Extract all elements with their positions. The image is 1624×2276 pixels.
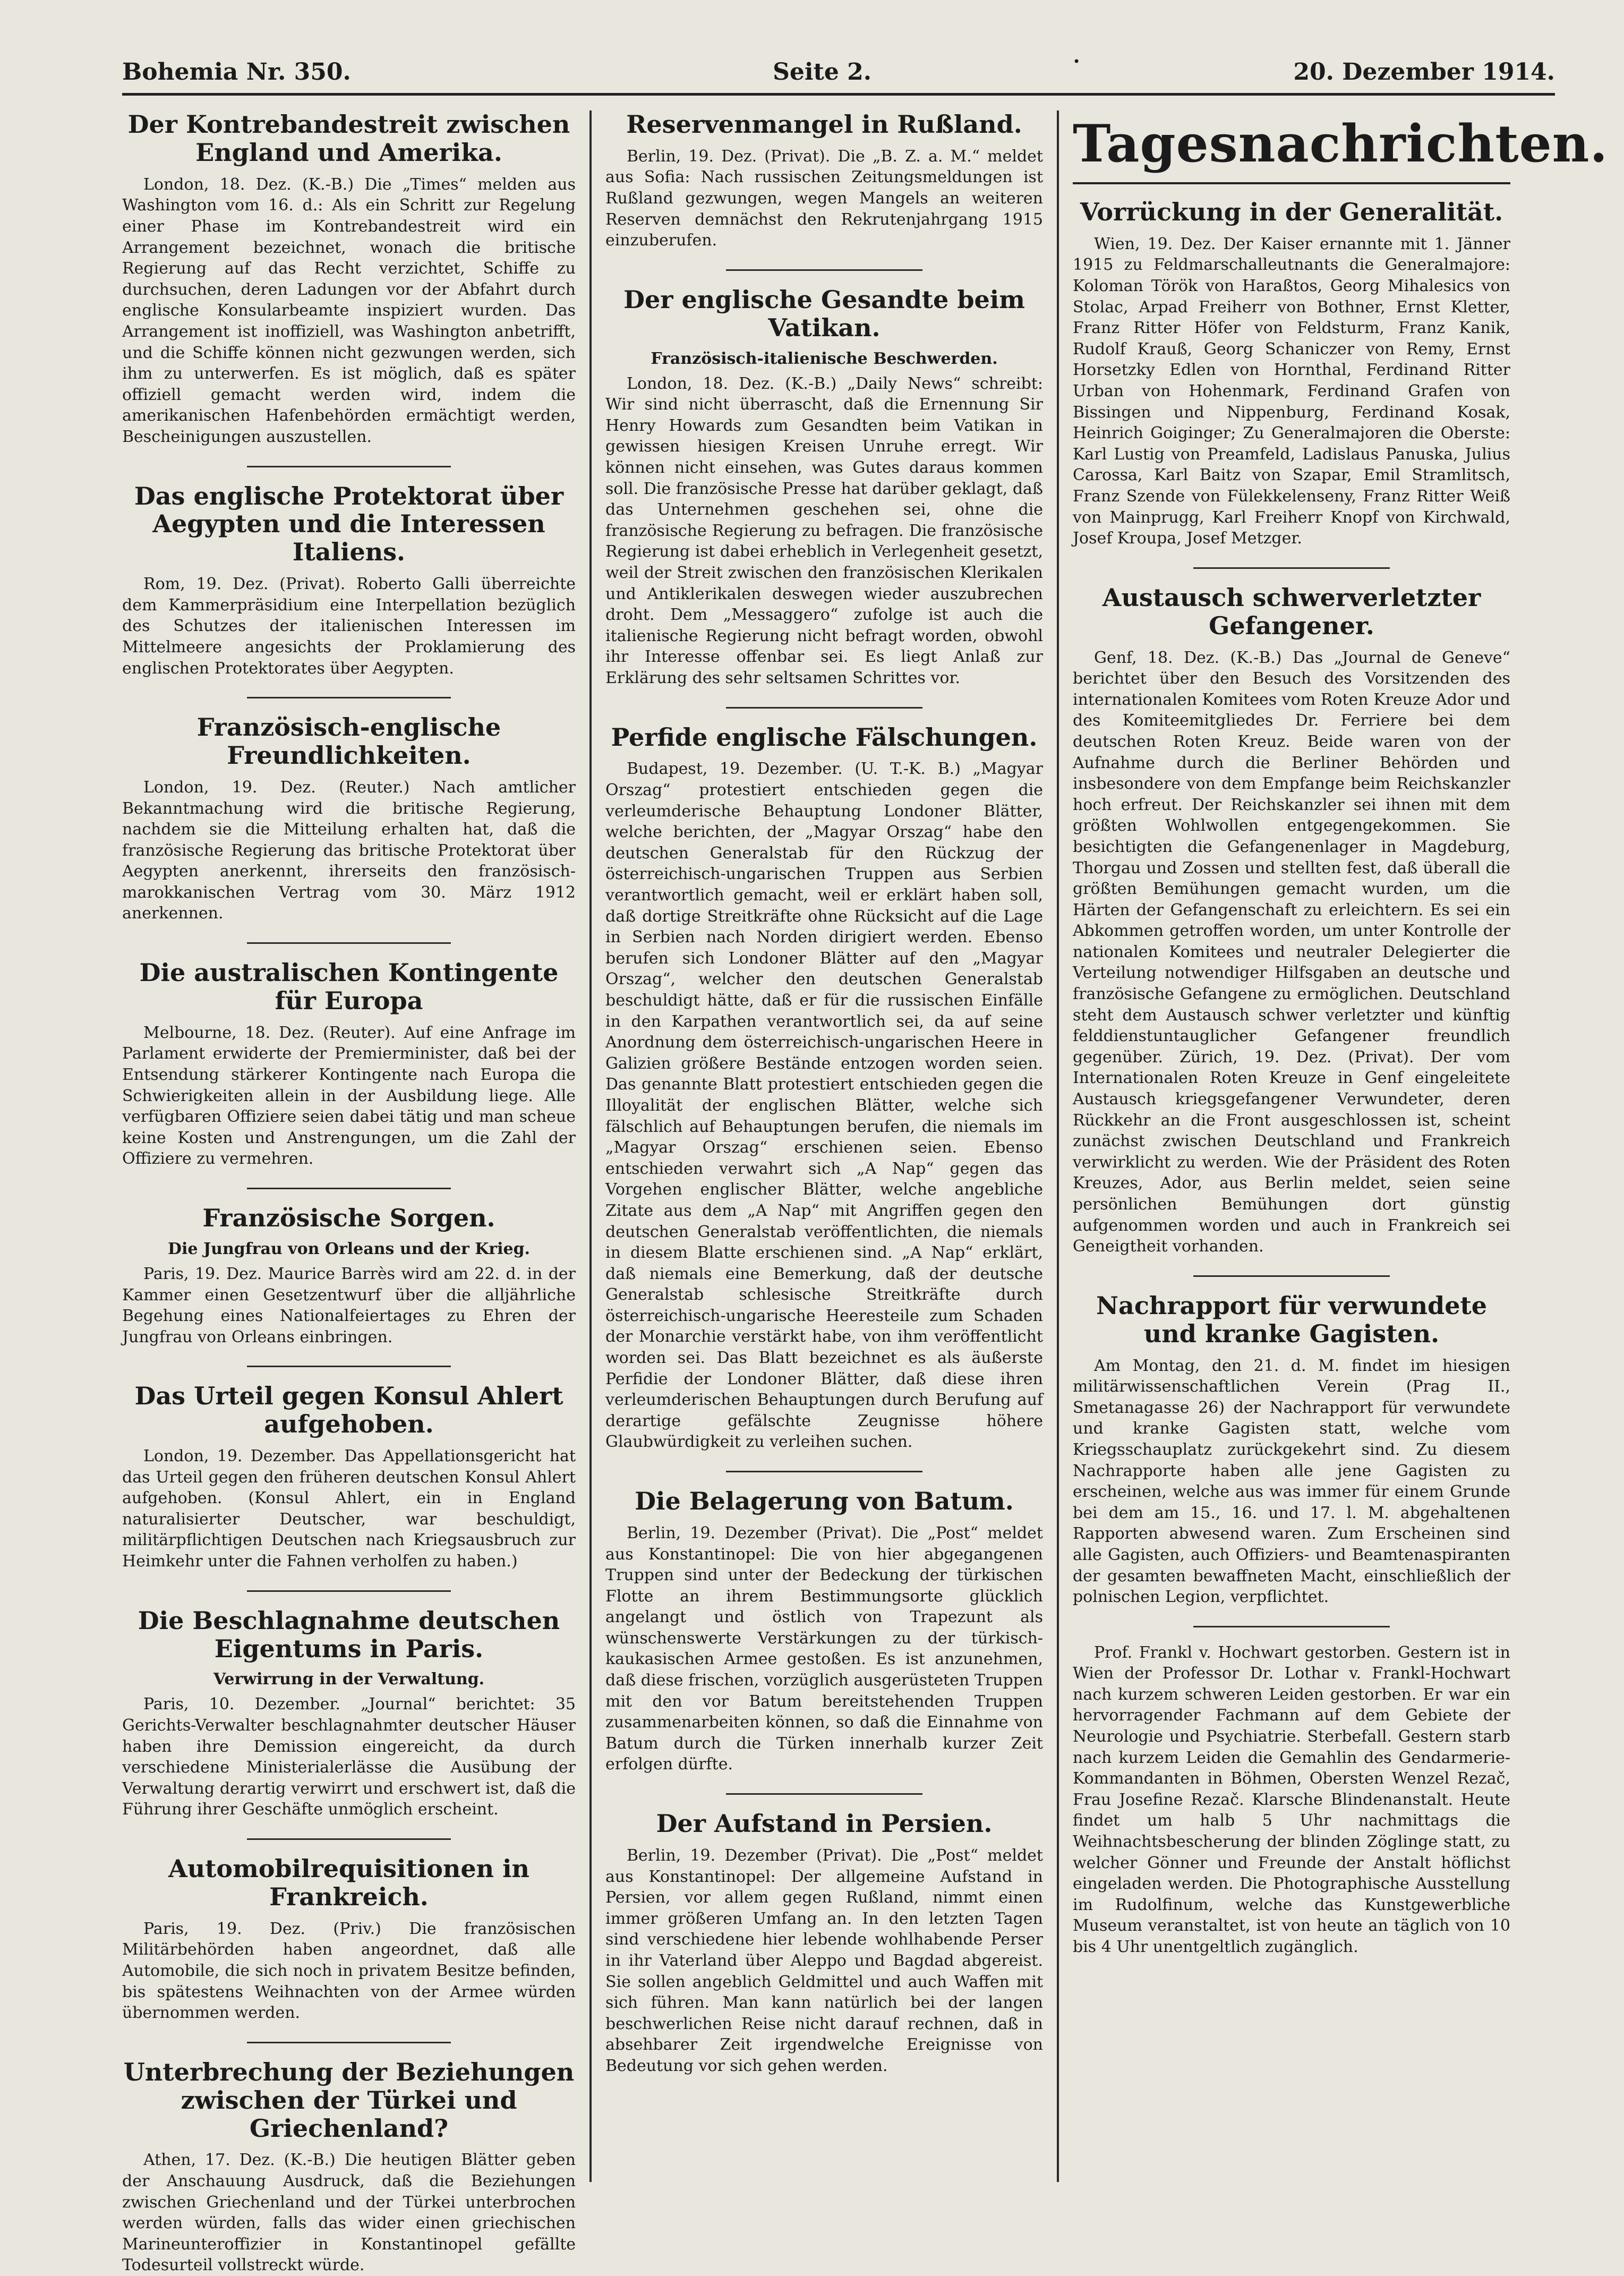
divider <box>726 1471 923 1472</box>
masthead-page-number: Seite 2. <box>773 58 872 86</box>
divider <box>1193 567 1390 569</box>
article-headline: Automobilrequisitionen in Frankreich. <box>168 1854 529 1911</box>
article <box>122 2058 576 2276</box>
divider <box>247 1838 451 1840</box>
divider <box>247 466 451 467</box>
article-headline: Perfide englische Fälschungen. <box>611 722 1038 752</box>
article-headline: Vorrückung in der Generalität. <box>1080 198 1503 226</box>
article-headline: Der Kontrebandestreit zwischen England und Amerika. <box>127 110 570 167</box>
article <box>122 713 576 924</box>
article-headline: Die Belagerung von Batum. <box>635 1487 1014 1516</box>
article-headline: Französisch-englische Freundlichkeiten. <box>196 713 501 770</box>
article <box>1073 198 1510 549</box>
article-headline: Der englische Gesandte beim Vatikan. <box>623 285 1025 342</box>
article <box>605 286 1043 689</box>
article-headline: Nachrapport für verwundete und kranke Gagisten. <box>1096 1291 1487 1348</box>
divider <box>726 1793 923 1795</box>
article <box>122 1855 576 2024</box>
masthead-issue: Bohemia Nr. 350. <box>122 58 351 86</box>
article-body: London, 18. Dez. (K.-B.) „Daily News“ schreibt: Wir sind nicht überrascht, daß die Ernennung Sir Henry Howards zum Gesandten beim Vatikan in gewissen hiesigen Kreisen Unruhe erregt. Wir können nicht einsehen, was Gutes daraus kommen soll. Die französische Presse hat darüber geklagt, daß das Unternehmen geschehen sei, ohne die französische Regierung zu befragen. Die französische Regierung ist dabei erheblich in Verlegenheit gesetzt, weil der Streit zwischen den französischen Klerikalen und Antiklerikalen deswegen wieder auszubrechen droht. Dem „Messaggero“ zufolge ist auch die italienische Regierung nicht befragt worden, obwohl ihr Interesse offenbar sei. Es liegt Anlaß zur Erklärung des sehr seltsamen Schrittes vor. <box>605 374 1043 687</box>
divider <box>247 2042 451 2043</box>
article-headline: Die Beschlagnahme deutschen Eigentums in Paris. <box>138 1606 560 1663</box>
print-speck: • <box>1073 54 1081 69</box>
divider <box>726 707 923 709</box>
divider <box>247 1366 451 1367</box>
divider <box>247 697 451 698</box>
masthead-date: 20. Dezember 1914. <box>1293 58 1555 86</box>
divider <box>726 269 923 271</box>
divider <box>247 1188 451 1189</box>
article-body: Athen, 17. Dez. (K.-B.) Die heutigen Blätter geben der Anschauung Ausdruck, daß die Beziehungen zwischen Griechenland und der Türkei unterbrochen werden würden, falls das wider einen griechischen Marineunteroffizier in Konstantinopel gefällte Todesurteil vollstreckt würde. <box>122 2151 576 2275</box>
article <box>122 1607 576 1820</box>
article-body: Prof. Frankl v. Hochwart gestorben. Gestern ist in Wien der Professor Dr. Lothar v. Frankl-Hochwart nach kurzem schweren Leiden gestorben. Er war ein hervorragender Fachmann auf dem Gebiete der Neurologie und Psychiatrie. Sterbefall. Gestern starb nach kurzem Leiden die Gemahlin des Gendarmerie-Kommandanten in Böhmen, Obersten Wenzel Rezač, Frau Josefine Rezač. Klarsche Blindenanstalt. Heute findet um halb 5 Uhr nachmittags die Weihnachtsbescherung der blinden Zöglinge statt, zu welcher Gönner und Freunde der Anstalt höflichst eingeladen werden. Die Photographische Ausstellung im Rudolfinum, welche das Kunstgewerbliche Museum veranstaltet, ist von heute an täglich von 10 bis 4 Uhr unentgeltlich zugänglich. <box>1073 1643 1510 1957</box>
article-body: Wien, 19. Dez. Der Kaiser ernannte mit 1. Jänner 1915 zu Feldmarschalleutnants die Generalmajore: Koloman Török von Haraßtos, Georg Mihalesics von Stolac, Arpad Freiherr von Bothner, Ernst Kletter, Franz Ritter Höfer von Feldsturm, Franz Kanik, Rudolf Krauß, Georg Schaniczer von Remy, Ernst Horsetzky Edlen von Hornthal, Ferdinand Ritter Urban von Hohenmark, Ferdinand Grafen von Bissingen und Nippenburg, Ferdinand Kosak, Heinrich Goiginger; Zu Generalmajoren die Oberste: Karl Lustig von Preamfeld, Ladislaus Panuska, Julius Carossa, Karl Baitz von Szapar, Emil Stramlitsch, Franz Szende von Fülekkelenseny, Franz Ritter Weiß von Mainprugg, Karl Freiherr Knopf von Kirchwald, Josef Kroupa, Josef Metzger. <box>1073 234 1510 548</box>
masthead <box>122 58 1555 96</box>
article-body: Paris, 19. Dez. (Priv.) Die französischen Militärbehörden haben angeordnet, daß alle Automobile, die sich noch in privatem Besitze befinden, bis spätestens Weihnachten von der Armee würden übernommen werden. <box>122 1919 576 2023</box>
article <box>1073 1292 1510 1608</box>
article <box>1073 1642 1510 1958</box>
article <box>122 1382 576 1572</box>
article <box>122 959 576 1170</box>
article-body: Paris, 10. Dezember. „Journal“ berichtet: 35 Gerichts-Verwalter beschlagnahmter deutscher Häuser haben ihre Demission eingereicht, da durch verschiedene Ministerialerlässe die Ausübung der Verwaltung derartig verwirrt und erschwert ist, daß die Führung ihrer Geschäfte unmöglich erscheint. <box>122 1695 576 1819</box>
divider <box>247 942 451 944</box>
article-body: Berlin, 19. Dezember (Privat). Die „Post“ meldet aus Konstantinopel: Der allgemeine Aufstand in Persien, vor allem gegen Rußland, nimmt einen immer größeren Umfang an. In den letzten Tagen sind verschiedene hier lebende wohlhabende Perser in ihr Vaterland über Aleppo und Bagdad abgereist. Sie sollen angeblich Geldmittel und auch Waffen mit sich führen. Man kann natürlich bei der langen beschwerlichen Reise nicht darauf rechnen, daß in absehbarer Zeit irgendwelche Ereignisse von Bedeutung vor sich gehen werden. <box>605 1846 1043 2075</box>
article-body: Rom, 19. Dez. (Privat). Roberto Galli überreichte dem Kammerpräsidium eine Interpellation bezüglich des Schutzes der italienischen Interessen im Mittelmeere angesichts der Proklamierung des englischen Protektorates über Aegypten. <box>122 575 576 678</box>
divider <box>247 1590 451 1592</box>
column-1 <box>122 110 589 2275</box>
article-headline: Französische Sorgen. <box>202 1204 495 1233</box>
column-2 <box>589 110 1057 2182</box>
article <box>605 1810 1043 2076</box>
article <box>122 1204 576 1348</box>
article-body: Budapest, 19. Dezember. (U. T.-K. B.) „Magyar Orszag“ protestiert entschieden gegen die verleumderische Behauptung Londoner Blätter, welche berichten, der „Magyar Orszag“ habe den deutschen Generalstab für den Rückzug der österreichisch-ungarischen Truppen aus Serbien verantwortlich gemacht, weil er erklärt haben soll, daß dortige Streitkräfte ohne Rücksicht auf die Lage in Serbien nach Norden dirigiert werden. Ebenso berufen sich Londoner Blätter auf den „Magyar Orszag“, welcher den deutschen Generalstab beschuldigt hätte, daß er für die russischen Einfälle in den Karpathen verantwortlich sei, da auf seine Anordnung dem österreichisch-ungarischen Heere in Galizien größere Bestände entzogen worden seien. Das genannte Blatt protestiert entschieden gegen die Illoyalität der englischen Blätter, welche sich fälschlich auf Behauptungen berufen, die niemals im „Magyar Orszag“ erschienen seien. Ebenso entschieden verwahrt sich „A Nap“ gegen das Vorgehen englischer Blätter, welche angebliche Zitate aus dem „A Nap“ mit Angriffen gegen den deutschen Generalstab veröffentlichten, die niemals in diesem Blatte erschienen sind. „A Nap“ erklärt, daß niemals eine Bemerkung, daß der deutsche Generalstab schlesische Streitkräfte durch österreichisch-ungarische Heeresteile zum Schaden der Monarchie verstärkt habe, von ihm veröffentlicht worden sei. Das Blatt bezeichnet es als äußerste Perfidie der Londoner Blätter, daß diese ihren verleumderischen Behauptungen durch Berufung auf derartige gefälschte Zeugnisse höhere Glaubwürdigkeit zu verleihen suchen. <box>605 760 1043 1452</box>
article-subhead: Die Jungfrau von Orleans und der Krieg. <box>168 1239 530 1258</box>
article <box>1073 584 1510 1257</box>
columns <box>122 110 1608 2275</box>
article-body: London, 19. Dez. (Reuter.) Nach amtlicher Bekanntmachung wird die britische Regierung, nachdem sie die Mitteilung erhalten hat, daß die französische Regierung das britische Protektorat über Aegypten anerkennt, ihrerseits den französisch-marokkanischen Vertrag vom 30. März 1912 anerkennen. <box>122 778 576 923</box>
article-headline: Die australischen Kontingente für Europa <box>139 958 559 1015</box>
article <box>122 110 576 448</box>
article <box>122 482 576 679</box>
article-body: Am Montag, den 21. d. M. findet im hiesigen militärwissenschaftlichen Verein (Prag II., Smetanagasse 26) der Nachrapport für verwundete und kranke Gagisten statt, welche vom Kriegsschauplatz zurückgekehrt sind. Zu diesem Nachrapporte haben alle jene Gagisten zu erscheinen, welche aus was immer für einem Grunde bei dem am 15., 16. und 17. l. M. abgehaltenen Rapporten abwesend waren. Zum Erscheinen sind alle Gagisten, auch Offiziers- und Beamtenaspiranten der gesamten bewaffneten Macht, einschließlich der polnischen Legion, verpflichtet. <box>1073 1356 1510 1607</box>
article-body: Paris, 19. Dez. Maurice Barrès wird am 22. d. in der Kammer einen Gesetzentwurf über die alljährliche Begehung eines Nationalfeiertages zu Ehren der Jungfrau von Orleans einbringen. <box>122 1264 576 1346</box>
column-3 <box>1057 110 1608 2182</box>
divider <box>1193 1275 1390 1277</box>
article-headline: Das englische Protektorat über Aegypten und die Interessen Italiens. <box>134 481 564 567</box>
article-headline: Unterbrechung der Beziehungen zwischen der Türkei und Griechenland? <box>123 2057 575 2143</box>
article-body: Genf, 18. Dez. (K.-B.) Das „Journal de Geneve“ berichtet über den Besuch des Vorsitzenden des internationalen Komitees vom Roten Kreuze Ador und des Komiteemitgliedes Dr. Ferriere bei dem deutschen Roten Kreuz. Beide waren von der Aufnahme durch die Berliner Behörden und insbesondere von dem Empfange beim Reichskanzler hoch erfreut. Der Reichskanzler sei ihnen mit dem größten Wohlwollen entgegengekommen. Sie besichtigten die Gefangenenlager in Magdeburg, Thorgau und Zossen und stellten fest, daß überall die größten Bemühungen gemacht wurden, um die Härten der Gefangenschaft zu erleichtern. Es sei ein Abkommen getroffen worden, um unter Kontrolle der nationalen Komitees und neutraler Delegierter die Verteilung notwendiger Hilfsgaben an deutsche und französische Gefangene zu ermöglichen. Deutschland steht dem Austausch schwer verletzter und künftig felddienstuntauglicher Gefangener freundlich gegenüber. Zürich, 19. Dez. (Privat). Der vom Internationalen Roten Kreuze in Genf eingeleitete Austausch kriegsgefangener Verwundeter, deren Rückkehr an die Front ausgeschlossen ist, scheint zunächst zwischen Deutschland und Frankreich verwirklicht zu werden. Wie der Präsident des Roten Kreuzes, Ador, aus Berlin meldet, seien seine persönlichen Bemühungen dort günstig aufgenommen worden und auch in Frankreich sei Geneigtheit vorhanden. <box>1073 648 1510 1256</box>
article-body: London, 18. Dez. (K.-B.) Die „Times“ melden aus Washington vom 16. d.: Als ein Schritt zur Regelung einer Phase im Kontrebandestreit wird ein Arrangement bezeichnet, wonach die britische Regierung auf das Recht verzichtet, Schiffe zu durchsuchen, deren Ladungen vor der Abfahrt durch englische Konsularbeamte inspiziert wurden. Das Arrangement ist inoffiziell, was Washington anbetrifft, und die Schiffe können nicht gezwungen werden, sich ihm zu unterwerfen. Es ist möglich, daß es später offiziell gemacht werden wird, indem die amerikanischen Hafenbehörden ermächtigt werden, Bescheinigungen auszustellen. <box>122 175 576 446</box>
article <box>605 110 1043 251</box>
article-headline: Austausch schwerverletzter Gefangener. <box>1102 583 1481 640</box>
article-subhead: Verwirrung in der Verwaltung. <box>213 1670 485 1689</box>
article-body: London, 19. Dezember. Das Appellationsgericht hat das Urteil gegen den früheren deutschen Konsul Ahlert aufgehoben. (Konsul Ahlert, ein in England naturalisierter Deutscher, war beschuldigt, militärpflichtigen Deutschen nach Kriegsausbruch zur Heimkehr unter die Fahnen verholfen zu haben.) <box>122 1447 576 1571</box>
article-headline: Der Aufstand in Persien. <box>656 1809 993 1838</box>
article-headline: Reservenmangel in Rußland. <box>626 110 1022 139</box>
article <box>605 723 1043 1453</box>
divider <box>1193 1626 1390 1627</box>
article-subhead: Französisch-italienische Beschwerden. <box>651 349 998 368</box>
article-headline: Das Urteil gegen Konsul Ahlert aufgehoben. <box>134 1382 563 1439</box>
article-body: Berlin, 19. Dez. (Privat). Die „B. Z. a. M.“ meldet aus Sofia: Nach russischen Zeitungsmeldungen ist Rußland gezwungen, wegen Mangels an weiteren Reserven demnächst den Rekrutenjahrgang 1915 einzuberufen. <box>605 147 1043 250</box>
article-body: Berlin, 19. Dezember (Privat). Die „Post“ meldet aus Konstantinopel: Die von hier abgegangenen Truppen sind unter der Bedeckung der türkischen Flotte an ihrem Bestimmungsorte glücklich angelangt und östlich von Trapezunt als wünschenswerte Verstärkungen zu der türkisch-kaukasischen Armee gestoßen. Es ist anzunehmen, daß diese frischen, vorzüglich ausgerüsteten Truppen mit den vor Batum bereitstehenden Truppen zusammenarbeiten können, so daß die Einnahme von Batum durch die Türken innerhalb kurzer Zeit erfolgen dürfte. <box>605 1523 1043 1774</box>
article <box>605 1487 1043 1775</box>
article-body: Melbourne, 18. Dez. (Reuter). Auf eine Anfrage im Parlament erwiderte der Premierminister, daß bei der Entsendung stärkerer Kontingente nach Europa die Schwierigkeiten allein in der Ausbildung liege. Alle verfügbaren Offiziere seien dabei tätig und man scheue keine Kosten und Anstrengungen, um die Zahl der Offiziere zu vermehren. <box>122 1023 576 1169</box>
section-title: Tagesnachrichten. <box>1073 114 1510 184</box>
